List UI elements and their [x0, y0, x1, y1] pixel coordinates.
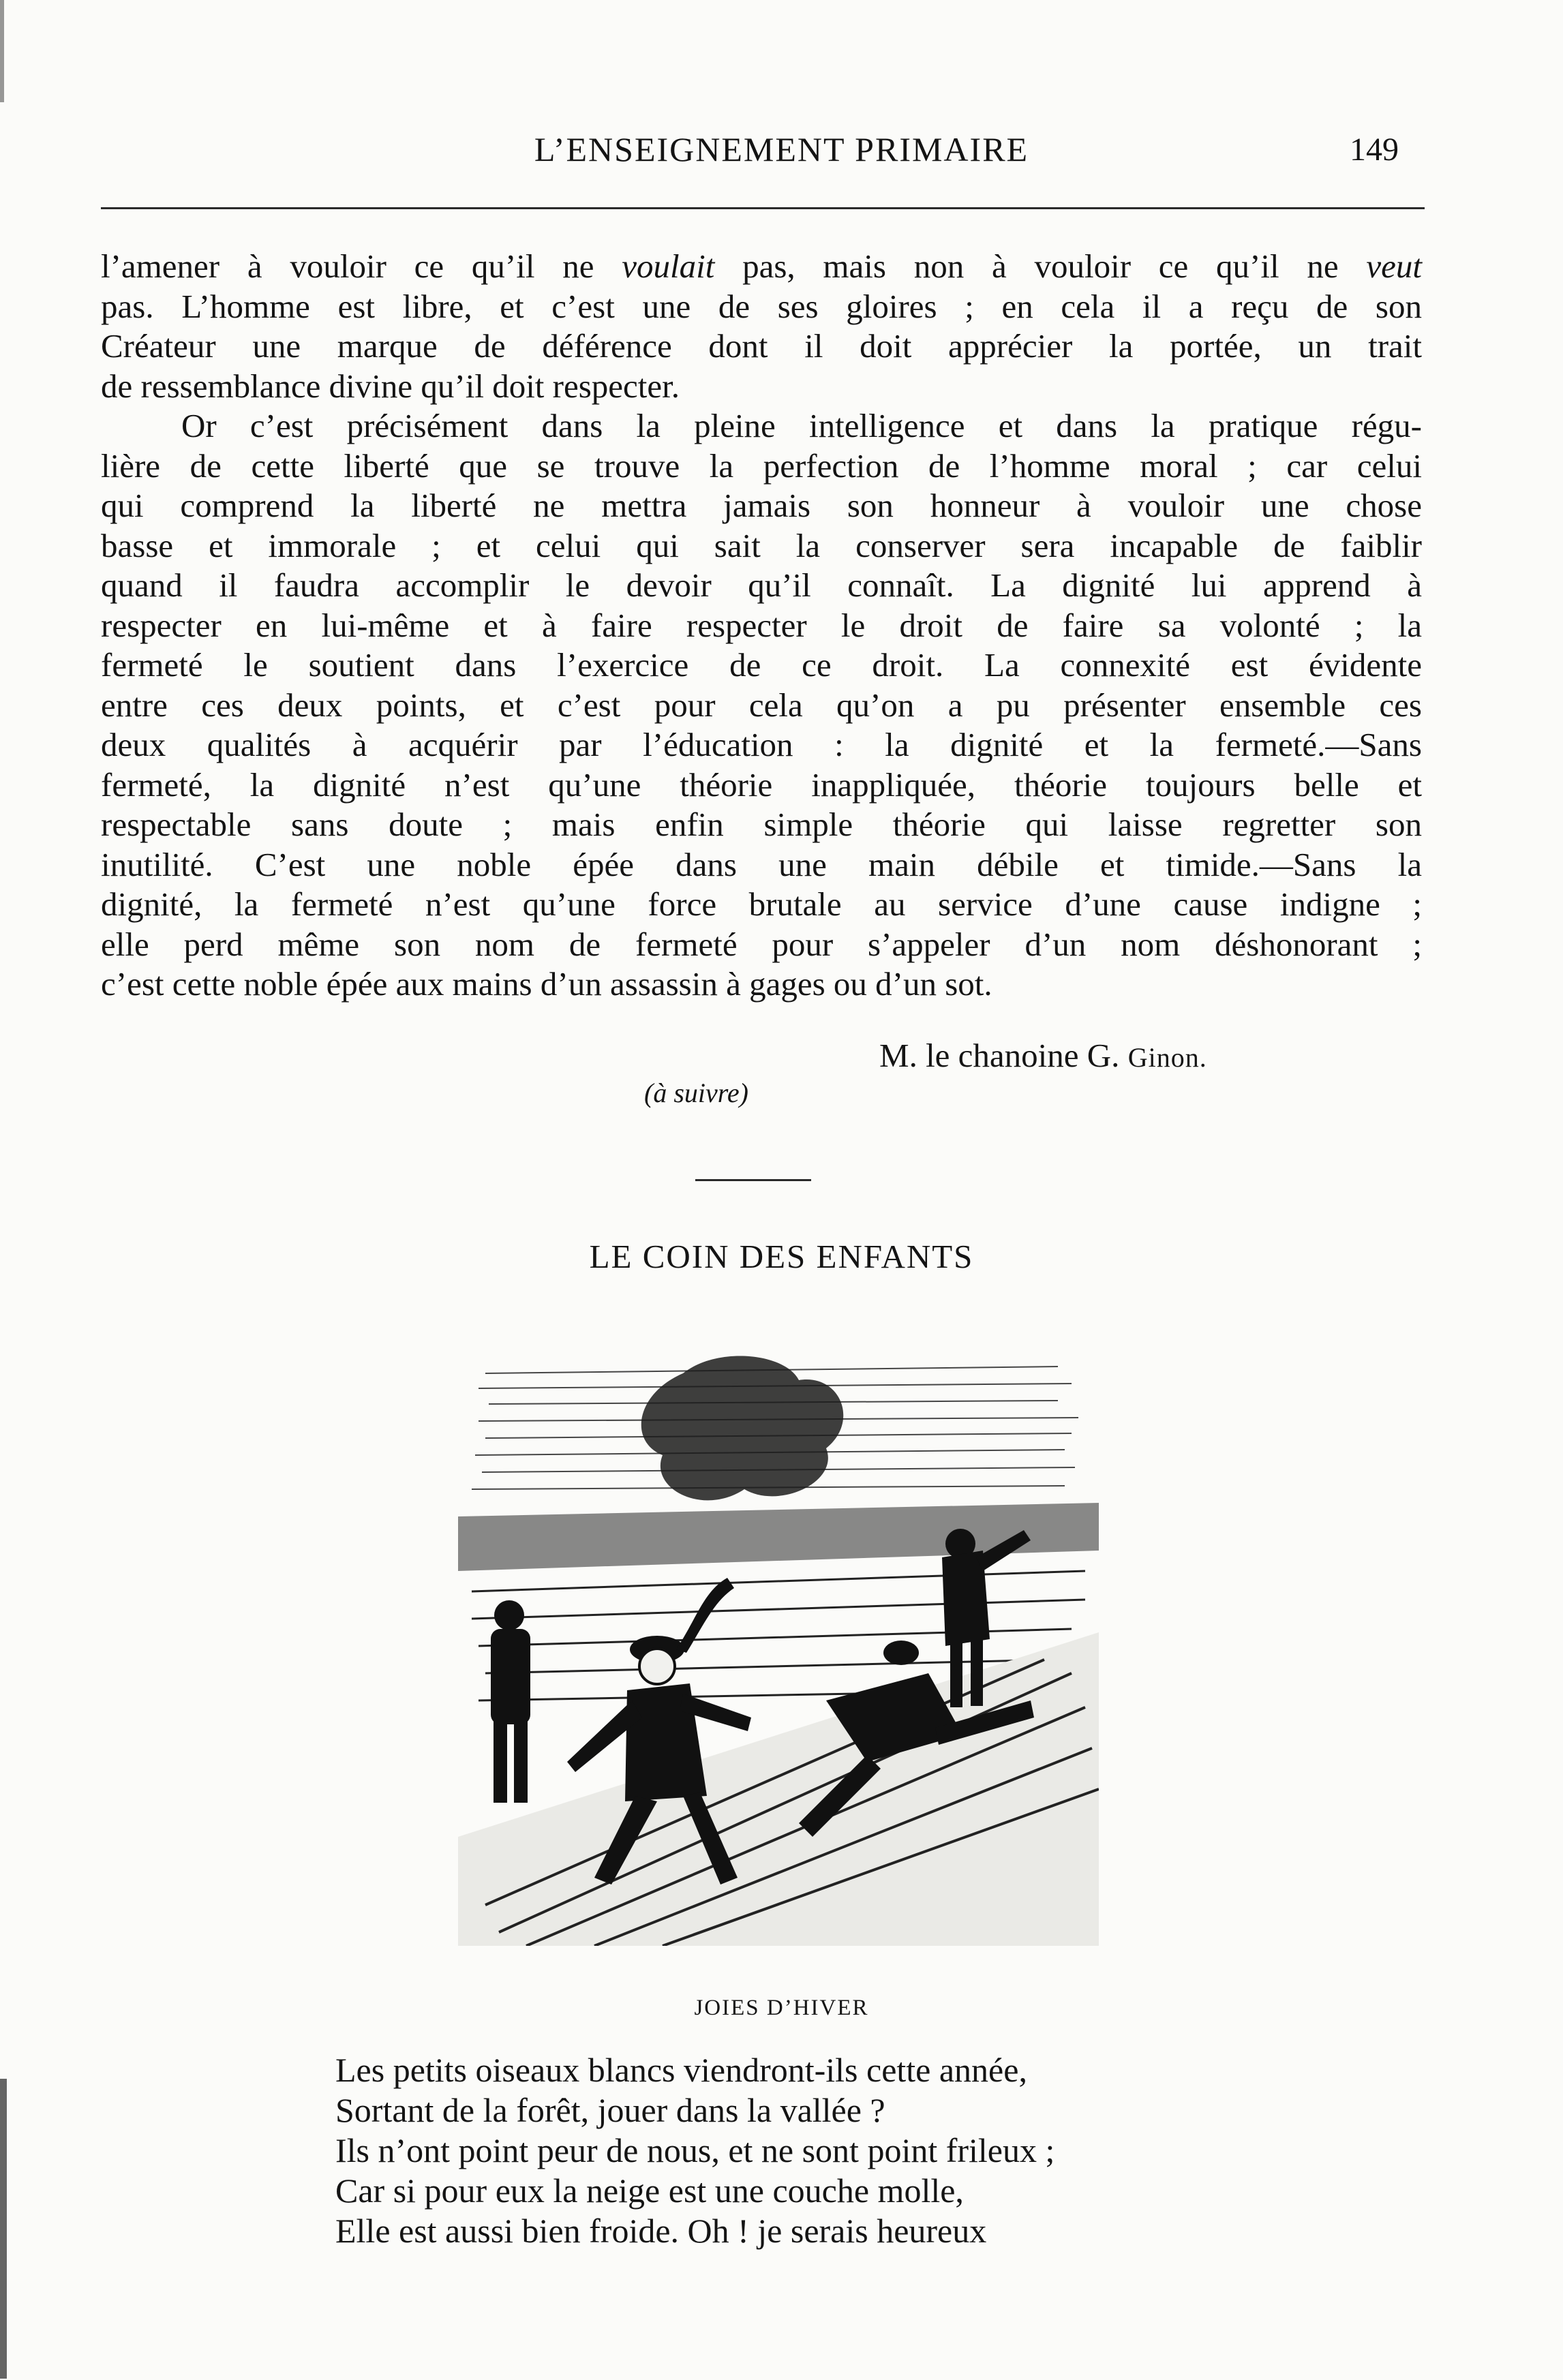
page-number: 149 — [1350, 132, 1399, 168]
text-line: respectable sans doute ; mais enfin simple théorie qui laisse regretter son — [101, 806, 1422, 843]
text-line: inutilité. C’est une noble épée dans une main débile et timide.—Sans la — [101, 845, 1422, 883]
text-line: Créateur une marque de déférence dont il doit apprécier la portée, un trait — [101, 327, 1422, 365]
text-line: Or c’est précisément dans la pleine intelligence et dans la pratique régu- — [181, 407, 1422, 444]
text-line: dignité, la fermeté n’est qu’une force brutale au service d’une cause indigne ; — [101, 885, 1422, 923]
author-signature: M. le chanoine G. Ginon. — [879, 1037, 1207, 1074]
winter-sledding-engraving — [458, 1346, 1099, 1946]
running-header: L’ENSEIGNEMENT PRIMAIRE — [534, 130, 1029, 168]
text-line: qui comprend la liberté ne mettra jamais son honneur à vouloir une chose — [101, 487, 1422, 524]
illustration-caption: JOIES D’HIVER — [694, 1996, 869, 2020]
poem-line: Car si pour eux la neige est une couche molle, — [335, 2171, 964, 2210]
text-line: c’est cette noble épée aux mains d’un assassin à gages ou d’un sot. — [101, 965, 992, 1003]
text-line: respecter en lui-même et à faire respecter le droit de faire sa volonté ; la — [101, 606, 1422, 644]
text-line: elle perd même son nom de fermeté pour s’appeler d’un nom déshonorant ; — [101, 925, 1422, 963]
text-line: deux qualités à acquérir par l’éducation : la dignité et la fermeté.—Sans — [101, 726, 1422, 763]
poem-line: Elle est aussi bien froide. Oh ! je serais heureux — [335, 2212, 987, 2250]
text-line: lière de cette liberté que se trouve la perfection de l’homme moral ; car celui — [101, 446, 1422, 485]
poem-line: Ils n’ont point peur de nous, et ne sont point frileux ; — [335, 2131, 1055, 2169]
text-line: pas. L’homme est libre, et c’est une de ses gloires ; en cela il a reçu de son — [101, 287, 1422, 325]
scan-edge-shadow — [0, 0, 4, 102]
text-line: fermeté, la dignité n’est qu’une théorie inappliquée, théorie toujours belle et — [101, 765, 1422, 804]
scan-edge-shadow — [0, 2079, 7, 2379]
text-line: de ressemblance divine qu’il doit respecter. — [101, 367, 680, 405]
paragraph-1 — [101, 247, 1422, 406]
paragraph-2 — [101, 406, 1422, 1005]
poem-line: Les petits oiseaux blancs viendront-ils cette année, — [335, 2051, 1027, 2089]
text-line: l’amener à vouloir ce qu’il ne voulait pas, mais non à vouloir ce qu’il ne veut — [101, 247, 1422, 285]
section-divider — [695, 1179, 811, 1181]
header-rule — [101, 207, 1425, 209]
continuation-note: (à suivre) — [644, 1078, 748, 1108]
text-line: entre ces deux points, et c’est pour cela qu’on a pu présenter ensemble ces — [101, 686, 1422, 724]
poem — [335, 2050, 1054, 2251]
section-title: LE COIN DES ENFANTS — [589, 1238, 974, 1275]
text-line: quand il faudra accomplir le devoir qu’il connaît. La dignité lui apprend à — [101, 566, 1422, 604]
text-line: basse et immorale ; et celui qui sait la conserver sera incapable de faiblir — [101, 526, 1422, 564]
poem-line: Sortant de la forêt, jouer dans la vallée ? — [335, 2091, 885, 2129]
text-line: fermeté le soutient dans l’exercice de ce droit. La connexité est évidente — [101, 646, 1422, 684]
